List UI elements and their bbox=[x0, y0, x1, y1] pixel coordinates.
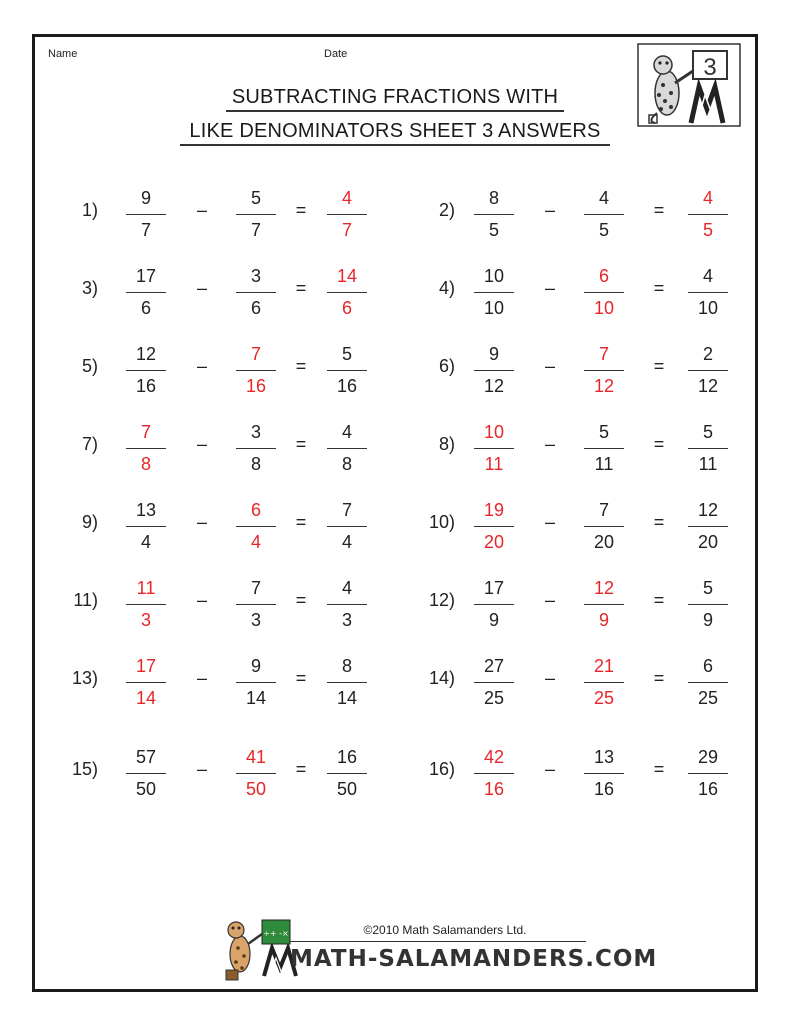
denominator: 12 bbox=[483, 376, 505, 396]
problem-number: 5) bbox=[81, 356, 98, 376]
problem-number: 16) bbox=[428, 759, 455, 779]
fraction-bar bbox=[688, 682, 728, 683]
denominator: 10 bbox=[483, 298, 505, 318]
denominator: 25 bbox=[697, 688, 719, 708]
fraction-bar bbox=[474, 214, 514, 215]
equals-sign: = bbox=[653, 668, 665, 688]
numerator: 16 bbox=[336, 747, 358, 767]
numerator: 7 bbox=[598, 500, 609, 520]
denominator: 5 bbox=[598, 220, 609, 240]
numerator: 5 bbox=[702, 422, 713, 442]
page-title-line2: LIKE DENOMINATORS SHEET 3 ANSWERS bbox=[189, 120, 601, 142]
equals-sign: = bbox=[295, 759, 307, 779]
denominator: 14 bbox=[336, 688, 358, 708]
denominator: 7 bbox=[250, 220, 261, 240]
fraction-bar bbox=[584, 682, 624, 683]
numerator: 13 bbox=[593, 747, 615, 767]
denominator: 5 bbox=[702, 220, 713, 240]
minus-sign: – bbox=[196, 278, 207, 298]
title-underline-1 bbox=[226, 110, 564, 112]
numerator: 29 bbox=[697, 747, 719, 767]
numerator: 9 bbox=[140, 188, 151, 208]
fraction-bar bbox=[584, 773, 624, 774]
denominator: 16 bbox=[593, 779, 615, 799]
denominator: 3 bbox=[341, 610, 352, 630]
fraction-bar bbox=[474, 682, 514, 683]
problem-number: 4) bbox=[438, 278, 455, 298]
equals-sign: = bbox=[295, 278, 307, 298]
minus-sign: – bbox=[544, 278, 555, 298]
equals-sign: = bbox=[295, 590, 307, 610]
numerator: 12 bbox=[697, 500, 719, 520]
denominator: 9 bbox=[598, 610, 609, 630]
fraction-bar bbox=[474, 448, 514, 449]
numerator: 12 bbox=[135, 344, 157, 364]
salamander-logo-icon bbox=[637, 43, 741, 127]
problem-number: 3) bbox=[81, 278, 98, 298]
equals-sign: = bbox=[653, 759, 665, 779]
numerator: 5 bbox=[341, 344, 352, 364]
minus-sign: – bbox=[196, 356, 207, 376]
denominator: 4 bbox=[250, 532, 261, 552]
numerator: 41 bbox=[245, 747, 267, 767]
numerator: 6 bbox=[250, 500, 261, 520]
problem-number: 15) bbox=[71, 759, 98, 779]
minus-sign: – bbox=[544, 668, 555, 688]
numerator: 6 bbox=[598, 266, 609, 286]
denominator: 10 bbox=[593, 298, 615, 318]
numerator: 4 bbox=[341, 188, 352, 208]
problem-number: 7) bbox=[81, 434, 98, 454]
denominator: 7 bbox=[140, 220, 151, 240]
denominator: 11 bbox=[698, 454, 718, 474]
denominator: 8 bbox=[250, 454, 261, 474]
numerator: 21 bbox=[593, 656, 615, 676]
numerator: 3 bbox=[250, 422, 261, 442]
numerator: 27 bbox=[483, 656, 505, 676]
denominator: 16 bbox=[245, 376, 267, 396]
numerator: 5 bbox=[250, 188, 261, 208]
fraction-bar bbox=[236, 214, 276, 215]
denominator: 6 bbox=[140, 298, 151, 318]
fraction-bar bbox=[126, 773, 166, 774]
minus-sign: – bbox=[544, 434, 555, 454]
equals-sign: = bbox=[653, 356, 665, 376]
numerator: 57 bbox=[135, 747, 157, 767]
minus-sign: – bbox=[544, 590, 555, 610]
fraction-bar bbox=[236, 448, 276, 449]
denominator: 50 bbox=[245, 779, 267, 799]
equals-sign: = bbox=[295, 512, 307, 532]
denominator: 12 bbox=[697, 376, 719, 396]
fraction-bar bbox=[688, 604, 728, 605]
denominator: 8 bbox=[341, 454, 352, 474]
numerator: 3 bbox=[250, 266, 261, 286]
fraction-bar bbox=[474, 773, 514, 774]
minus-sign: – bbox=[544, 759, 555, 779]
fraction-bar bbox=[584, 526, 624, 527]
problem-number: 6) bbox=[438, 356, 455, 376]
fraction-bar bbox=[126, 448, 166, 449]
denominator: 16 bbox=[697, 779, 719, 799]
fraction-bar bbox=[236, 292, 276, 293]
problem-number: 8) bbox=[438, 434, 455, 454]
minus-sign: – bbox=[544, 356, 555, 376]
equals-sign: = bbox=[653, 590, 665, 610]
fraction-bar bbox=[474, 292, 514, 293]
fraction-bar bbox=[584, 604, 624, 605]
fraction-bar bbox=[474, 604, 514, 605]
denominator: 6 bbox=[250, 298, 261, 318]
fraction-bar bbox=[126, 682, 166, 683]
numerator: 2 bbox=[702, 344, 713, 364]
numerator: 4 bbox=[702, 266, 713, 286]
fraction-bar bbox=[474, 526, 514, 527]
fraction-bar bbox=[236, 526, 276, 527]
fraction-bar bbox=[327, 292, 367, 293]
footer-board-text: ÷+ -× bbox=[263, 929, 289, 938]
numerator: 12 bbox=[593, 578, 615, 598]
fraction-bar bbox=[126, 526, 166, 527]
minus-sign: – bbox=[544, 512, 555, 532]
fraction-bar bbox=[584, 448, 624, 449]
equals-sign: = bbox=[653, 512, 665, 532]
problem-number: 2) bbox=[438, 200, 455, 220]
denominator: 3 bbox=[140, 610, 151, 630]
fraction-bar bbox=[236, 773, 276, 774]
logo-board-digit: 3 bbox=[703, 54, 717, 81]
denominator: 12 bbox=[593, 376, 615, 396]
numerator: 5 bbox=[702, 578, 713, 598]
denominator: 50 bbox=[336, 779, 358, 799]
denominator: 9 bbox=[488, 610, 499, 630]
minus-sign: – bbox=[196, 590, 207, 610]
numerator: 6 bbox=[702, 656, 713, 676]
numerator: 7 bbox=[598, 344, 609, 364]
equals-sign: = bbox=[653, 200, 665, 220]
denominator: 4 bbox=[341, 532, 352, 552]
fraction-bar bbox=[688, 214, 728, 215]
numerator: 11 bbox=[136, 578, 156, 598]
fraction-bar bbox=[126, 292, 166, 293]
equals-sign: = bbox=[295, 668, 307, 688]
fraction-bar bbox=[688, 773, 728, 774]
numerator: 13 bbox=[135, 500, 157, 520]
numerator: 9 bbox=[488, 344, 499, 364]
minus-sign: – bbox=[196, 759, 207, 779]
page-title-line1: SUBTRACTING FRACTIONS WITH bbox=[231, 86, 559, 108]
numerator: 17 bbox=[483, 578, 505, 598]
fraction-bar bbox=[327, 773, 367, 774]
fraction-bar bbox=[236, 370, 276, 371]
numerator: 19 bbox=[483, 500, 505, 520]
fraction-bar bbox=[688, 526, 728, 527]
minus-sign: – bbox=[196, 668, 207, 688]
denominator: 16 bbox=[483, 779, 505, 799]
minus-sign: – bbox=[196, 434, 207, 454]
denominator: 11 bbox=[594, 454, 614, 474]
numerator: 4 bbox=[702, 188, 713, 208]
numerator: 17 bbox=[135, 656, 157, 676]
numerator: 14 bbox=[336, 266, 358, 286]
denominator: 6 bbox=[341, 298, 352, 318]
fraction-bar bbox=[327, 214, 367, 215]
fraction-bar bbox=[474, 370, 514, 371]
date-label: Date bbox=[324, 48, 348, 60]
problem-number: 9) bbox=[81, 512, 98, 532]
numerator: 4 bbox=[341, 422, 352, 442]
denominator: 3 bbox=[250, 610, 261, 630]
copyright-text: ©2010 Math Salamanders Ltd. bbox=[363, 923, 527, 937]
denominator: 8 bbox=[140, 454, 151, 474]
fraction-bar bbox=[327, 604, 367, 605]
numerator: 7 bbox=[140, 422, 151, 442]
fraction-bar bbox=[688, 292, 728, 293]
denominator: 16 bbox=[135, 376, 157, 396]
problem-number: 10) bbox=[428, 512, 455, 532]
title-underline-2 bbox=[180, 144, 610, 146]
fraction-bar bbox=[126, 604, 166, 605]
fraction-bar bbox=[236, 682, 276, 683]
problem-number: 12) bbox=[428, 590, 455, 610]
denominator: 5 bbox=[488, 220, 499, 240]
fraction-bar bbox=[688, 370, 728, 371]
footer-divider bbox=[288, 941, 586, 942]
denominator: 25 bbox=[593, 688, 615, 708]
denominator: 16 bbox=[336, 376, 358, 396]
fraction-bar bbox=[327, 526, 367, 527]
minus-sign: – bbox=[196, 512, 207, 532]
numerator: 4 bbox=[598, 188, 609, 208]
problem-number: 1) bbox=[81, 200, 98, 220]
fraction-bar bbox=[584, 370, 624, 371]
denominator: 11 bbox=[484, 454, 504, 474]
fraction-bar bbox=[327, 682, 367, 683]
denominator: 20 bbox=[697, 532, 719, 552]
denominator: 4 bbox=[140, 532, 151, 552]
denominator: 20 bbox=[483, 532, 505, 552]
denominator: 10 bbox=[697, 298, 719, 318]
denominator: 25 bbox=[483, 688, 505, 708]
equals-sign: = bbox=[653, 278, 665, 298]
fraction-bar bbox=[236, 604, 276, 605]
numerator: 42 bbox=[483, 747, 505, 767]
equals-sign: = bbox=[295, 434, 307, 454]
numerator: 10 bbox=[483, 422, 505, 442]
problem-number: 14) bbox=[428, 668, 455, 688]
numerator: 17 bbox=[135, 266, 157, 286]
fraction-bar bbox=[584, 214, 624, 215]
fraction-bar bbox=[584, 292, 624, 293]
denominator: 9 bbox=[702, 610, 713, 630]
denominator: 20 bbox=[593, 532, 615, 552]
numerator: 7 bbox=[250, 344, 261, 364]
fraction-bar bbox=[688, 448, 728, 449]
denominator: 14 bbox=[135, 688, 157, 708]
numerator: 8 bbox=[488, 188, 499, 208]
numerator: 7 bbox=[341, 500, 352, 520]
numerator: 7 bbox=[250, 578, 261, 598]
equals-sign: = bbox=[653, 434, 665, 454]
denominator: 14 bbox=[245, 688, 267, 708]
equals-sign: = bbox=[295, 200, 307, 220]
fraction-bar bbox=[126, 370, 166, 371]
fraction-bar bbox=[327, 370, 367, 371]
problem-number: 13) bbox=[71, 668, 98, 688]
minus-sign: – bbox=[196, 200, 207, 220]
problem-number: 11) bbox=[73, 590, 98, 610]
denominator: 7 bbox=[341, 220, 352, 240]
numerator: 8 bbox=[341, 656, 352, 676]
numerator: 5 bbox=[598, 422, 609, 442]
fraction-bar bbox=[126, 214, 166, 215]
denominator: 50 bbox=[135, 779, 157, 799]
numerator: 4 bbox=[341, 578, 352, 598]
numerator: 9 bbox=[250, 656, 261, 676]
name-label: Name bbox=[48, 48, 78, 60]
fraction-bar bbox=[327, 448, 367, 449]
brand-text: MATH-SALAMANDERS.COM bbox=[290, 946, 658, 972]
numerator: 10 bbox=[483, 266, 505, 286]
minus-sign: – bbox=[544, 200, 555, 220]
equals-sign: = bbox=[295, 356, 307, 376]
